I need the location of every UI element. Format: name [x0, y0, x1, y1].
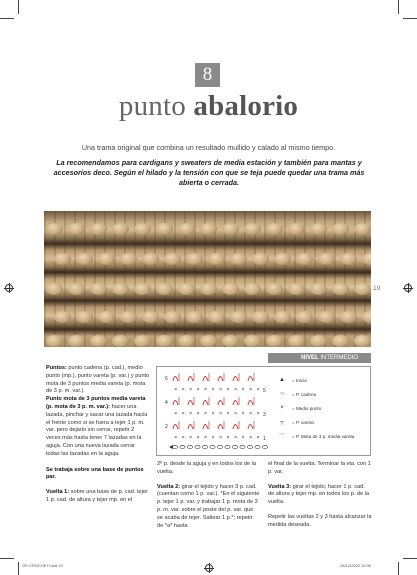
instructions-left-column	[46, 365, 150, 512]
bobble-stitch	[142, 311, 159, 323]
single-crochet-symbol: ×	[234, 411, 238, 417]
single-crochet-symbol: ×	[241, 435, 245, 441]
bobble-stitch	[354, 223, 371, 235]
single-crochet-symbol: ×	[249, 387, 253, 393]
registration-mark-icon	[205, 564, 213, 572]
crop-mark	[18, 562, 19, 575]
bobble-stitch	[120, 253, 137, 265]
legend-label: = Medio punto	[292, 405, 322, 411]
legend-item	[272, 401, 354, 415]
bobble-stitch	[186, 253, 203, 265]
bobble-stitch	[222, 335, 239, 347]
bobble-stitch	[362, 311, 371, 323]
single-crochet-symbol: ×	[211, 435, 215, 441]
crop-mark	[403, 558, 417, 559]
title-light: punto	[118, 90, 186, 122]
stitch-chart-svg	[159, 367, 271, 455]
chain-symbol	[247, 445, 252, 448]
page-title	[0, 90, 417, 123]
instructions-right-column	[268, 461, 372, 537]
bobble-symbol	[233, 377, 238, 382]
chain-symbol	[202, 445, 207, 448]
single-crochet-symbol: ×	[174, 387, 178, 393]
bobble-stitch	[252, 311, 269, 323]
right-cont-text: el final de la vuelta. Terminar la vta. con 1 p. var.	[268, 461, 371, 475]
bobble-stitch	[288, 283, 305, 295]
single-crochet-symbol: ×	[204, 435, 208, 441]
bobble-stitch	[252, 253, 269, 265]
bobble-stitch	[208, 311, 225, 323]
vuelta1-label: Vuelta 1:	[46, 489, 70, 496]
legend-label: = Inicio	[292, 377, 307, 383]
bobble-stitch	[134, 283, 151, 295]
legend-item	[272, 415, 354, 429]
vuelta3-label: Vuelta 3:	[268, 483, 292, 490]
bobble-stitch	[362, 253, 371, 265]
bobble-stitch	[200, 335, 217, 347]
legend-item	[272, 373, 354, 387]
single-crochet-symbol: ×	[241, 387, 245, 393]
bobble-stitch	[112, 335, 129, 347]
bobble-stitch	[68, 335, 85, 347]
puntos-label: Puntos:	[46, 365, 67, 371]
chain-symbol	[187, 445, 192, 448]
bobble-stitch	[178, 223, 195, 235]
crop-mark	[0, 18, 14, 19]
bobble-stitch	[340, 253, 357, 265]
bobble-stitch	[244, 283, 261, 295]
bobble-stitch	[98, 311, 115, 323]
bobble-stitch	[354, 283, 371, 295]
bobble-icon: ⌒	[278, 434, 285, 441]
chain-symbol	[240, 445, 245, 448]
bobble-stitch	[76, 311, 93, 323]
row-number: 1	[263, 436, 266, 442]
stitch-photo	[44, 211, 371, 347]
vuelta2-label: Vuelta 2:	[157, 483, 181, 490]
bobble-stitch	[142, 253, 159, 265]
bobble-symbol	[188, 425, 193, 430]
bobble-stitch	[274, 311, 291, 323]
bobble-symbol	[188, 377, 193, 382]
registration-mark-icon	[5, 284, 13, 292]
instructions-mid-column	[157, 461, 260, 537]
bobble-stitch	[98, 253, 115, 265]
single-crochet-symbol: ×	[219, 411, 223, 417]
single-crochet-symbol: ×	[204, 387, 208, 393]
bobble-stitch	[354, 335, 371, 347]
vuelta3-text: girar el tejido, hacer 1 p. cad. de altura y tejer mp. en todos los p. de la vuelta.	[268, 483, 370, 506]
single-crochet-symbol: ×	[174, 411, 178, 417]
single-crochet-symbol: ×	[226, 411, 230, 417]
single-crochet-symbol: ×	[196, 387, 200, 393]
single-crochet-symbol: ×	[181, 387, 185, 393]
bobble-stitch	[318, 311, 335, 323]
row-number: 3	[263, 412, 266, 418]
bobble-stitch	[208, 253, 225, 265]
bobble-stitch	[296, 311, 313, 323]
bobble-stitch	[244, 335, 261, 347]
bobble-stitch	[332, 283, 349, 295]
bobble-stitch	[230, 253, 247, 265]
bobble-symbol	[203, 377, 208, 382]
bobble-stitch	[156, 335, 173, 347]
chain-symbol	[217, 445, 222, 448]
bobble-stitch	[164, 253, 181, 265]
bobble-stitch	[120, 311, 137, 323]
bobble-stitch	[68, 283, 85, 295]
bobble-symbol	[173, 401, 178, 406]
single-crochet-symbol: ×	[249, 435, 253, 441]
bobble-symbol	[248, 377, 253, 382]
chain-symbol	[232, 445, 237, 448]
bobble-stitch	[90, 283, 107, 295]
bobble-symbol	[218, 401, 223, 406]
vuelta1-text: sobre una base de p. cad. tejer 1 p. cad. de altura y tejer mp. en el	[46, 489, 148, 503]
legend-item	[272, 387, 354, 401]
bobble-stitch	[222, 283, 239, 295]
triangle-icon: ▲	[279, 377, 285, 383]
single-crochet-symbol: ×	[256, 387, 260, 393]
mota-label: Punto mota de 3 puntos media vareta (p. mota de 3 p. m. var.):	[46, 396, 146, 410]
bobble-stitch	[200, 283, 217, 295]
bobble-stitch	[178, 335, 195, 347]
crop-mark	[18, 0, 19, 14]
half-double-icon: ×	[280, 405, 284, 411]
bobble-stitch	[54, 253, 71, 265]
bobble-stitch	[76, 253, 93, 265]
crop-mark	[0, 558, 14, 559]
single-crochet-symbol: ×	[256, 435, 260, 441]
legend-label: = P. Mota de 3 p. media vareta	[292, 433, 355, 439]
bobble-stitch	[222, 223, 239, 235]
bobble-symbol	[248, 425, 253, 430]
single-crochet-symbol: ×	[196, 411, 200, 417]
bobble-stitch	[90, 335, 107, 347]
level-bar	[268, 353, 371, 363]
bobble-symbol	[173, 377, 178, 382]
single-crochet-symbol: ×	[211, 411, 215, 417]
bobble-stitch	[288, 223, 305, 235]
bobble-stitch	[186, 311, 203, 323]
legend-label: = P. vareta	[292, 419, 314, 425]
chain-symbol	[225, 445, 230, 448]
diagram-legend	[272, 373, 354, 443]
chain-symbol	[195, 445, 200, 448]
chain-symbol	[262, 445, 267, 448]
single-crochet-symbol: ×	[219, 435, 223, 441]
bobble-stitch	[310, 335, 327, 347]
chain-symbol	[172, 445, 177, 448]
mota-text: hacer una lazada, pinchar y sacar una lazada hacia el frente como si se fuera a tejer 1 p. m. var. pero dejarlo sin cerrar, repetir 2 veces más hasta tener 7 lazadas en la aguja. Con una nueva lazada cerrar todas las lazadas en la aguja.	[46, 403, 148, 457]
single-crochet-symbol: ×	[241, 411, 245, 417]
single-crochet-symbol: ×	[181, 411, 185, 417]
bobble-symbol	[188, 401, 193, 406]
chain-symbol	[180, 445, 185, 448]
level-value: INTERMEDIO	[320, 355, 359, 361]
bobble-symbol	[173, 425, 178, 430]
single-crochet-symbol: ×	[219, 387, 223, 393]
bobble-stitch	[46, 283, 63, 295]
single-crochet-symbol: ×	[189, 387, 193, 393]
registration-mark-icon	[404, 284, 412, 292]
crop-mark	[398, 0, 399, 14]
start-marker	[169, 445, 173, 449]
bobble-stitch	[318, 253, 335, 265]
base-label: Se trabaja sobre una base de puntos par.	[46, 466, 144, 481]
bobble-stitch	[310, 223, 327, 235]
bobble-symbol	[233, 401, 238, 406]
bobble-stitch	[178, 283, 195, 295]
puntos-text: punto cadena (p. cad.), medio punto (mp.), punto vareta (p. var.) y punto mota de 3 puntos media vareta (p. mota de 3 p. m. var.).	[46, 365, 150, 395]
single-crochet-symbol: ×	[226, 435, 230, 441]
level-label: NIVEL	[301, 355, 319, 361]
chain-symbol	[255, 445, 260, 448]
bobble-stitch	[332, 223, 349, 235]
bobble-stitch	[266, 335, 283, 347]
bobble-stitch	[156, 283, 173, 295]
row-number: 6	[165, 376, 168, 382]
bobble-stitch	[200, 223, 217, 235]
bobble-stitch	[134, 335, 151, 347]
legend-label: = P. cadena	[292, 391, 317, 397]
single-crochet-symbol: ×	[256, 411, 260, 417]
crop-mark	[398, 562, 399, 575]
bobble-stitch	[156, 223, 173, 235]
mid-cont-text: 2º p. desde la aguja y en todos los de la vuelta.	[157, 461, 257, 475]
single-crochet-symbol: ×	[189, 411, 193, 417]
bobble-stitch	[288, 335, 305, 347]
bobble-symbol	[218, 377, 223, 382]
row-number: 5	[263, 388, 266, 394]
bobble-stitch	[340, 311, 357, 323]
single-crochet-symbol: ×	[226, 387, 230, 393]
footer-file: GP-CROCHET.indd 19	[22, 563, 63, 568]
single-crochet-symbol: ×	[249, 411, 253, 417]
single-crochet-symbol: ×	[211, 387, 215, 393]
bobble-symbol	[233, 425, 238, 430]
bobble-stitch	[164, 311, 181, 323]
bobble-stitch	[112, 283, 129, 295]
single-crochet-symbol: ×	[181, 435, 185, 441]
single-crochet-symbol: ×	[174, 435, 178, 441]
bobble-stitch	[332, 335, 349, 347]
bobble-stitch	[310, 283, 327, 295]
bobble-symbol	[203, 425, 208, 430]
single-crochet-symbol: ×	[189, 435, 193, 441]
repeat-text: Repetir las vueltas 2 y 3 hasta alcanzar la medida deseada.	[268, 513, 372, 528]
legend-item	[272, 429, 354, 443]
bobble-stitch	[274, 253, 291, 265]
bobble-symbol	[203, 401, 208, 406]
bobble-stitch	[266, 223, 283, 235]
pattern-number-badge: 8	[195, 63, 220, 87]
bobble-stitch	[46, 335, 63, 347]
title-bold: abalorio	[193, 90, 299, 122]
intro-text: Una trama original que combina un resultado mullido y calado al mismo tiempo.	[81, 143, 336, 152]
footer-date: 28/12/2022 19:30	[340, 563, 372, 568]
chain-symbol	[210, 445, 215, 448]
page-number: 19	[373, 285, 381, 292]
bobble-stitch	[90, 223, 107, 235]
row-number: 4	[165, 400, 168, 406]
treble-icon: ┬	[279, 419, 285, 425]
bobble-stitch	[296, 253, 313, 265]
single-crochet-symbol: ×	[234, 435, 238, 441]
single-crochet-symbol: ×	[234, 387, 238, 393]
bobble-stitch	[112, 223, 129, 235]
bobble-stitch	[244, 223, 261, 235]
vuelta2-text: girar el tejido y hacer 3 p. cad. (cuentan como 1 p. var.). *En el siguiente p. tejer 1 p. var. y trabajar 1 p. mota de 3 p. m. var. sobre el poste del p. var. que se acaba de tejer. Saltear 1 p.*; repetir de *a* hasta	[157, 483, 260, 529]
bobble-stitch	[230, 311, 247, 323]
row-number: 2	[165, 424, 168, 430]
bobble-stitch	[46, 223, 63, 235]
bobble-stitch	[54, 311, 71, 323]
single-crochet-symbol: ×	[204, 411, 208, 417]
bobble-stitch	[68, 223, 85, 235]
bobble-symbol	[248, 401, 253, 406]
bobble-stitch	[266, 283, 283, 295]
bobble-symbol	[218, 425, 223, 430]
bobble-stitch	[134, 223, 151, 235]
chain-icon: ○	[280, 391, 284, 397]
single-crochet-symbol: ×	[196, 435, 200, 441]
stitch-diagram	[156, 366, 371, 456]
crop-mark	[403, 18, 417, 19]
lead-paragraph: La recomendamos para cardigans y sweaters de media estación y también para mantas y accesorios deco. Según el hilado y la tensión con que se teja puede quedar una trama más abierta o cerrada.	[53, 158, 365, 187]
